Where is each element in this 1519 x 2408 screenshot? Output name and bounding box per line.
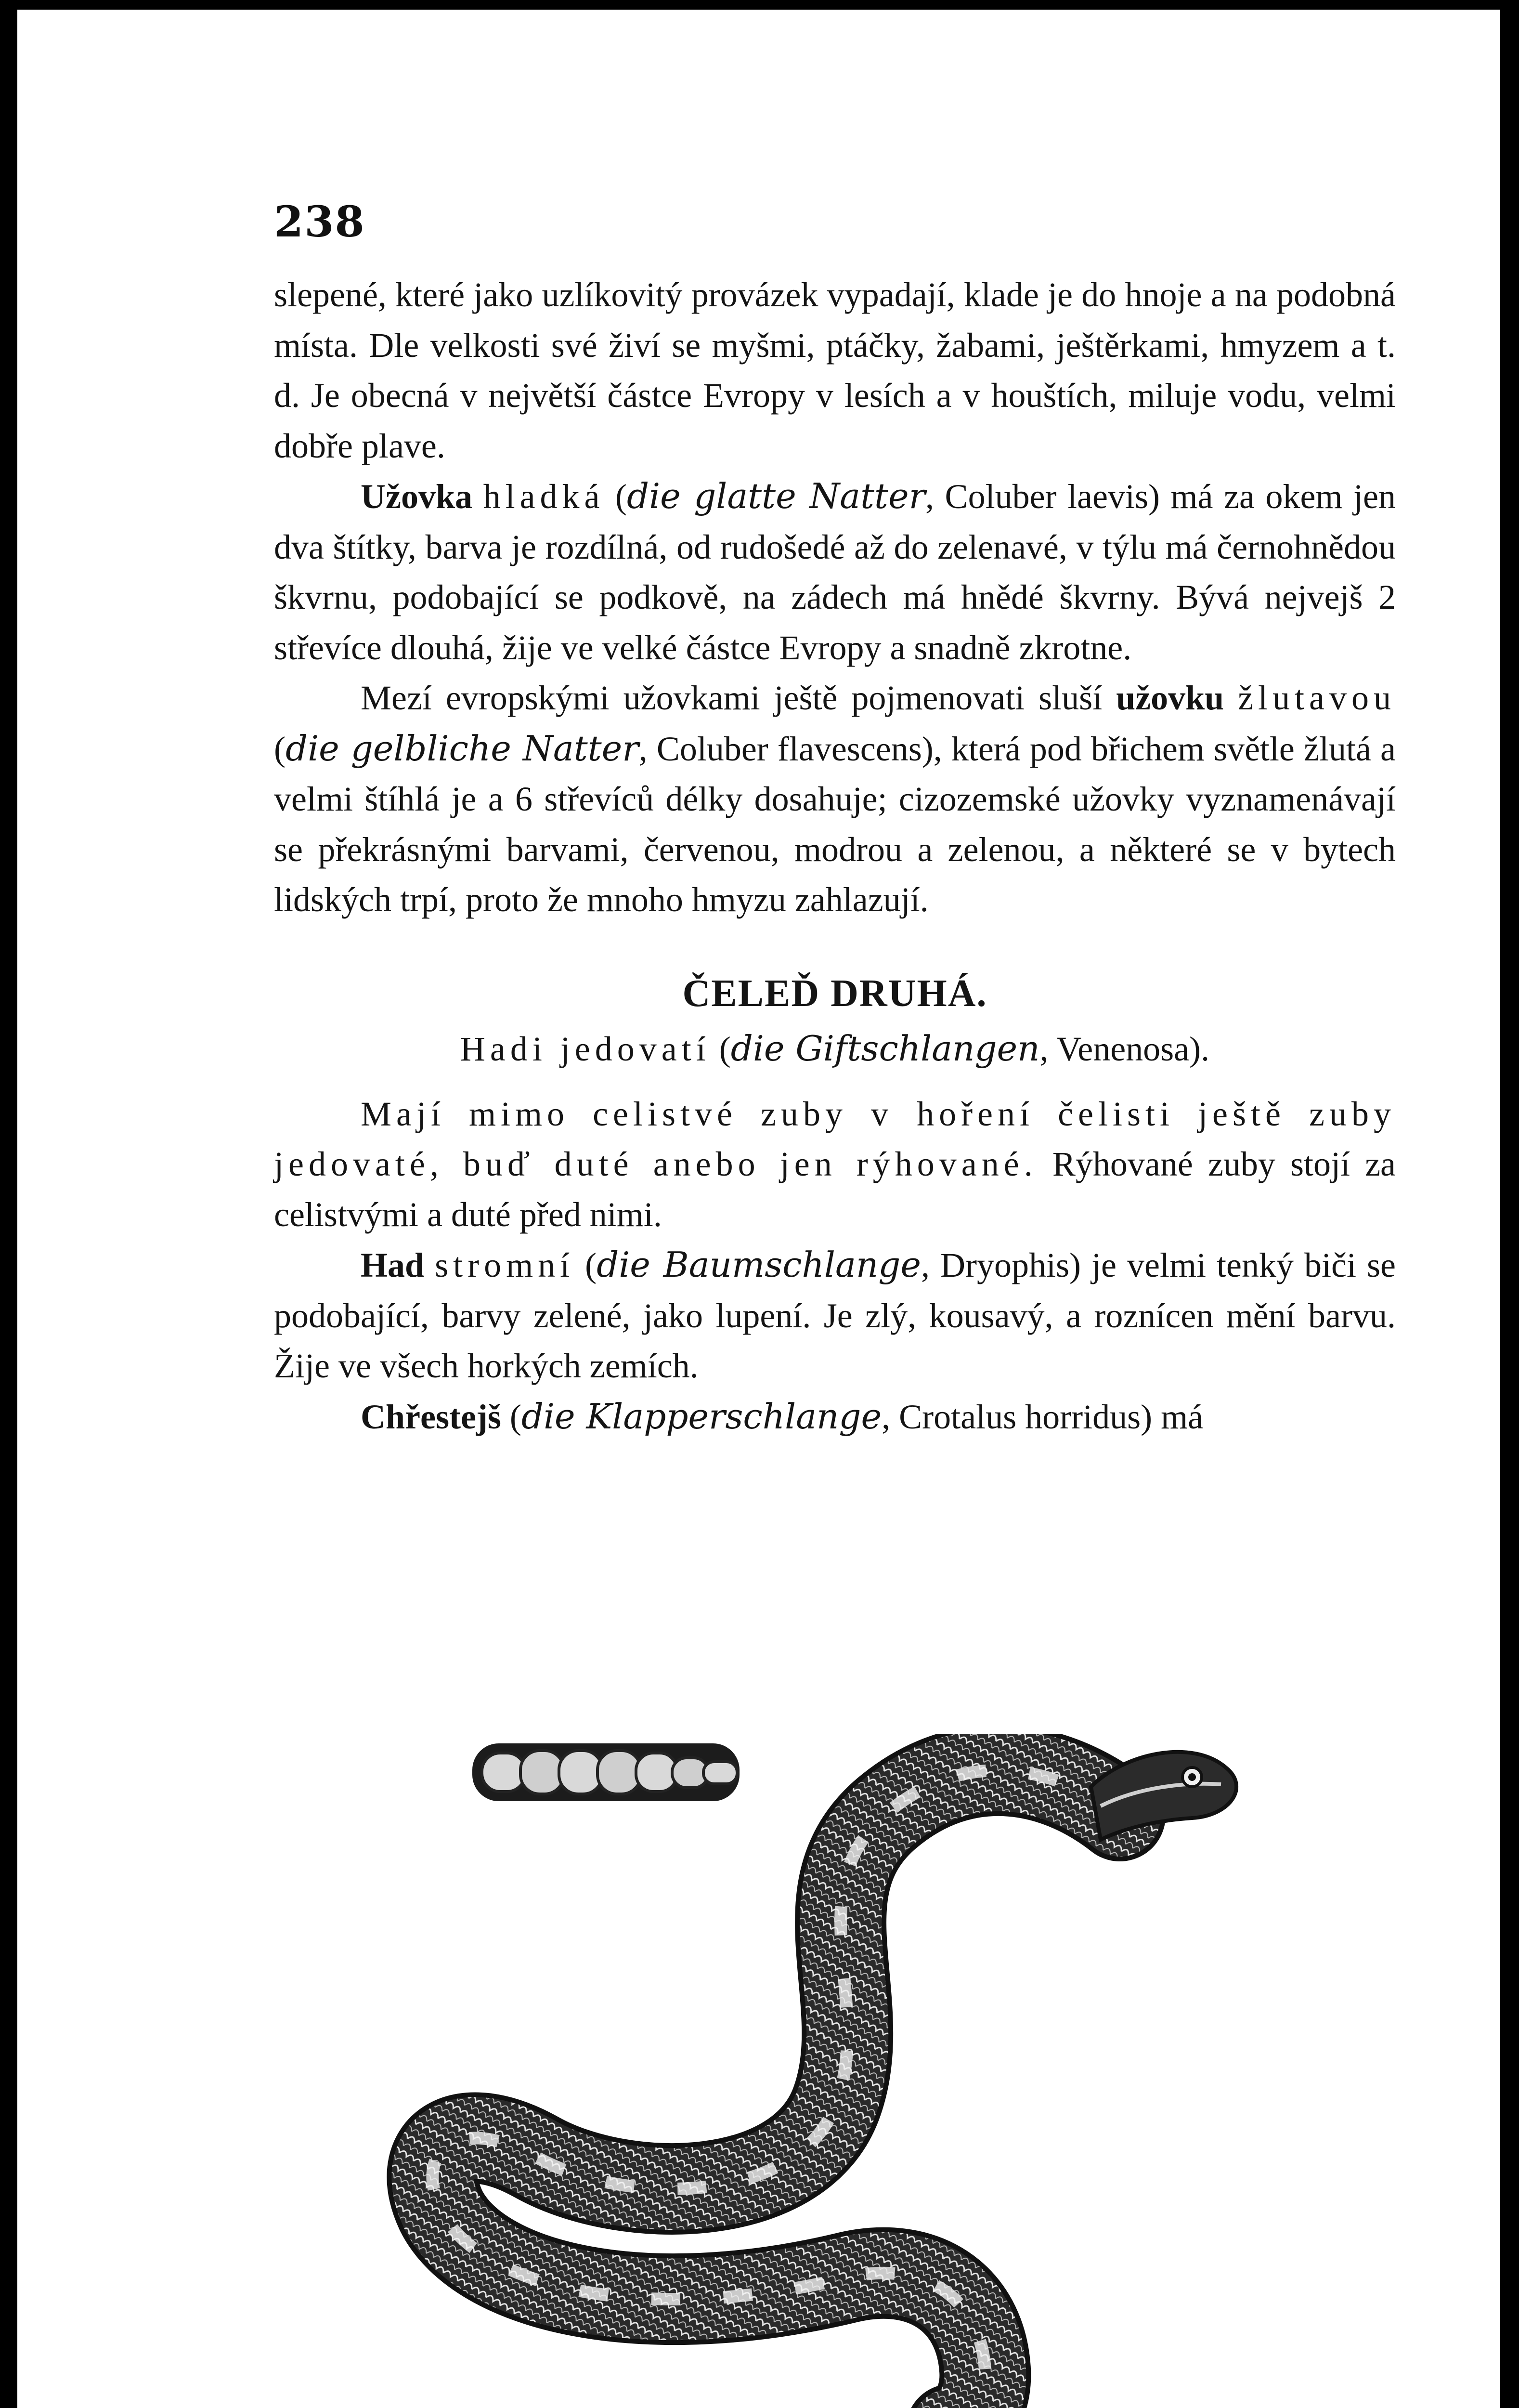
- paragraph-rest: , Coluber laevis) má za okem jen dva štítky, barva je rozdílná, od rudošedé až do zelenavé, v týlu má černohnědou škvrnu, podobající se podkově, na zádech má hnědé škvrny. Bývá nejvejš 2 střevíce dlouhá, žije ve velké částce Evropy a snadně zkrotne.: [274, 477, 1396, 667]
- term-uzovka: Užovka: [361, 477, 472, 516]
- german-name: die Klapperschlange: [521, 1396, 882, 1437]
- paren-open: (: [509, 1397, 521, 1436]
- german-name: die gelbliche Natter: [285, 728, 639, 769]
- paragraph-chrestejs: [274, 1391, 1396, 1442]
- paragraph-jedovate-zuby: [274, 1089, 1396, 1240]
- term-stromni: stromní: [435, 1246, 575, 1284]
- paragraph-had-stromni: [274, 1240, 1396, 1391]
- paren-open: (: [585, 1246, 597, 1284]
- body-text: [274, 270, 1396, 1442]
- term-zlutavou: žlutavou: [1238, 679, 1396, 717]
- paragraph-uzovka-zlutava: [274, 673, 1396, 925]
- term-chrestejs: Chřestejš: [361, 1397, 501, 1436]
- paren-open: (: [719, 1030, 731, 1068]
- rattle-icon: [472, 1743, 740, 1801]
- paragraph-rest: , Dryophis) je velmi tenký biči se podobající, barvy zelené, jako lupení. Je zlý, kousavý, a roznícen mění barvu. Žije ve všech horkých zemích.: [274, 1246, 1396, 1385]
- german-name: die glatte Natter: [627, 476, 925, 516]
- term-uzovku: užovku: [1116, 679, 1224, 717]
- term-had: Had: [361, 1246, 425, 1284]
- paragraph-uzovka-hladka: [274, 471, 1396, 673]
- german-name: die Baumschlange: [597, 1244, 921, 1285]
- page-number: 238: [274, 196, 365, 247]
- paren-open: (: [274, 729, 286, 768]
- paragraph-continuation: slepené, které jako uzlíkovitý provázek vypadají, klade je do hnoje a na podobná místa. Dle velkosti své živí se myšmi, ptáčky, žabami, ještěrkami, hmyzem a t. d. Je obecná v největší částce Evropy v lesích a v houštích, miluje vodu, velmi dobře plave.: [274, 275, 1396, 465]
- term-hladka: hladká: [483, 477, 605, 516]
- book-page: [17, 10, 1500, 2408]
- paren-open: (: [615, 477, 627, 516]
- german-name: die Giftschlangen: [730, 1028, 1040, 1069]
- paragraph-rest: , Crotalus horridus) má: [882, 1397, 1204, 1436]
- section-subheading: [274, 1023, 1396, 1074]
- subheading-spaced: Hadi jedovatí: [460, 1030, 711, 1068]
- paragraph-rest: , Coluber flavescens), která pod břichem světle žlutá a velmi štíhlá je a 6 střevíců délky dosahuje; cizozemské užovky vyznamenávají se překrásnými barvami, červenou, modrou a zelenou, a některé se v bytech lidských trpí, proto že mnoho hmyzu zahlazují.: [274, 729, 1396, 919]
- rattlesnake-illustration: [17, 1734, 1500, 2408]
- paragraph-intro: Mezí evropskými užovkami ještě pojmenovati sluší: [361, 679, 1103, 717]
- paragraph-spaced: Mají mimo celistvé zuby v hoření čelisti ještě zuby jedovaté, buď duté anebo jen rýhované.: [274, 1094, 1396, 1183]
- subheading-rest: , Venenosa).: [1039, 1030, 1210, 1068]
- snake-body-icon: [432, 1770, 1120, 2408]
- section-heading: ČELEĎ DRUHÁ.: [682, 972, 987, 1015]
- paragraph-rest: Rýhované zuby stojí za celistvými a duté před nimi.: [274, 1145, 1396, 1234]
